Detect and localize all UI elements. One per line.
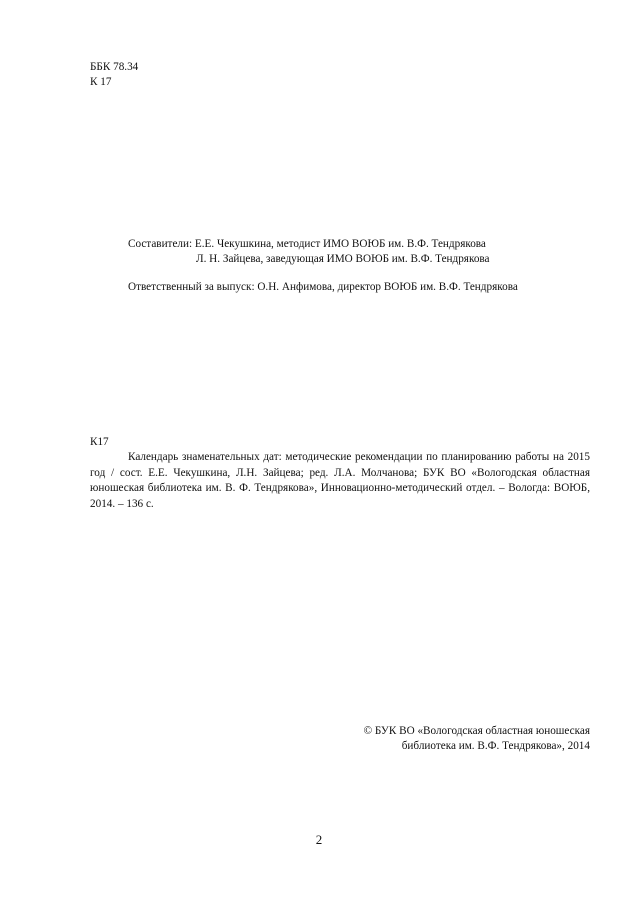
responsible-editor: Ответственный за выпуск: О.Н. Анфимова, директор ВОЮБ им. В.Ф. Тендрякова bbox=[128, 281, 518, 293]
bbk-index: ББК 78.34 bbox=[90, 61, 139, 73]
classification-block bbox=[90, 60, 138, 90]
bibliographic-entry: Календарь знаменательных дат: методические рекомендации по планированию работы на 2015 год / сост. Е.Е. Чекушкина, Л.Н. Зайцева; ред. Л.А. Молчанова; БУК ВО «Вологодская областная юношеская библиотека им. В. Ф. Тендрякова», Инновационно-методический отдел. – Вологда: ВОЮБ, 2014. – 136 с. bbox=[90, 451, 590, 510]
page-number: 2 bbox=[315, 832, 323, 847]
bibliographic-code: К17 bbox=[90, 436, 109, 448]
copyright-notice bbox=[340, 724, 590, 754]
copyright-line-1: © БУК ВО «Вологодская областная юношеская bbox=[363, 725, 590, 737]
author-mark: К 17 bbox=[90, 76, 112, 88]
bibliographic-record bbox=[90, 435, 590, 512]
compilers-line-1: Составители: Е.Е. Чекушкина, методист ИМО ВОЮБ им. В.Ф. Тендрякова bbox=[128, 238, 486, 250]
copyright-line-2: библиотека им. В.Ф. Тендрякова», 2014 bbox=[401, 740, 590, 752]
compilers-block bbox=[128, 237, 490, 267]
compilers-line-2: Л. Н. Зайцева, заведующая ИМО ВОЮБ им. В.Ф. Тендрякова bbox=[196, 253, 490, 265]
